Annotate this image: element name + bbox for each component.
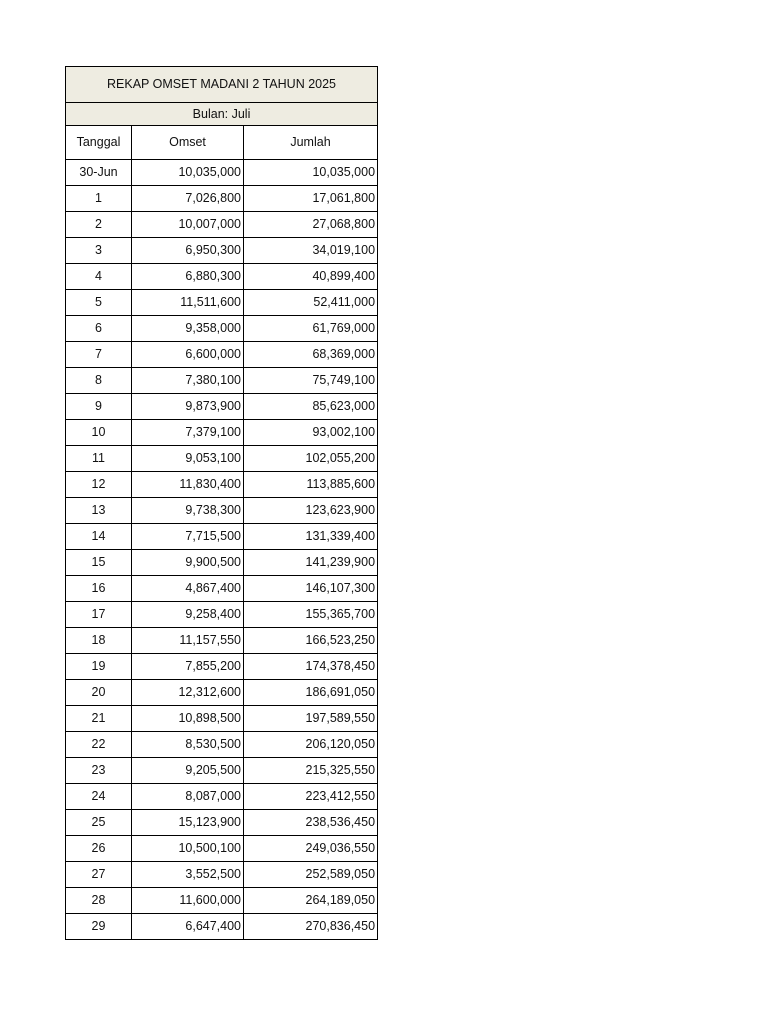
cell-jumlah: 166,523,250 — [244, 628, 378, 654]
cell-jumlah: 174,378,450 — [244, 654, 378, 680]
cell-omset: 6,600,000 — [132, 342, 244, 368]
table-row — [66, 524, 378, 550]
cell-jumlah: 155,365,700 — [244, 602, 378, 628]
cell-omset: 9,258,400 — [132, 602, 244, 628]
table-row — [66, 394, 378, 420]
cell-omset: 7,855,200 — [132, 654, 244, 680]
cell-tanggal: 20 — [66, 680, 132, 706]
cell-omset: 11,511,600 — [132, 290, 244, 316]
table-row — [66, 446, 378, 472]
cell-omset: 11,830,400 — [132, 472, 244, 498]
table-row — [66, 628, 378, 654]
table-row — [66, 706, 378, 732]
column-header-jumlah: Jumlah — [244, 126, 378, 160]
month-row — [66, 103, 378, 126]
cell-tanggal: 16 — [66, 576, 132, 602]
cell-omset: 9,053,100 — [132, 446, 244, 472]
cell-omset: 10,500,100 — [132, 836, 244, 862]
cell-jumlah: 252,589,050 — [244, 862, 378, 888]
cell-omset: 10,898,500 — [132, 706, 244, 732]
cell-tanggal: 4 — [66, 264, 132, 290]
table-row — [66, 784, 378, 810]
cell-jumlah: 102,055,200 — [244, 446, 378, 472]
cell-omset: 7,026,800 — [132, 186, 244, 212]
cell-omset: 9,738,300 — [132, 498, 244, 524]
table-row — [66, 212, 378, 238]
cell-jumlah: 61,769,000 — [244, 316, 378, 342]
cell-jumlah: 17,061,800 — [244, 186, 378, 212]
cell-tanggal: 30-Jun — [66, 160, 132, 186]
cell-tanggal: 2 — [66, 212, 132, 238]
table-row — [66, 316, 378, 342]
cell-jumlah: 123,623,900 — [244, 498, 378, 524]
cell-tanggal: 22 — [66, 732, 132, 758]
cell-omset: 9,873,900 — [132, 394, 244, 420]
cell-tanggal: 6 — [66, 316, 132, 342]
cell-tanggal: 21 — [66, 706, 132, 732]
cell-jumlah: 264,189,050 — [244, 888, 378, 914]
table-row — [66, 836, 378, 862]
table-row — [66, 238, 378, 264]
cell-omset: 15,123,900 — [132, 810, 244, 836]
cell-jumlah: 186,691,050 — [244, 680, 378, 706]
cell-tanggal: 8 — [66, 368, 132, 394]
cell-tanggal: 13 — [66, 498, 132, 524]
cell-omset: 6,950,300 — [132, 238, 244, 264]
cell-jumlah: 141,239,900 — [244, 550, 378, 576]
cell-omset: 11,600,000 — [132, 888, 244, 914]
cell-jumlah: 40,899,400 — [244, 264, 378, 290]
table-row — [66, 810, 378, 836]
cell-tanggal: 3 — [66, 238, 132, 264]
cell-jumlah: 52,411,000 — [244, 290, 378, 316]
cell-tanggal: 5 — [66, 290, 132, 316]
column-header-omset: Omset — [132, 126, 244, 160]
cell-jumlah: 223,412,550 — [244, 784, 378, 810]
cell-omset: 4,867,400 — [132, 576, 244, 602]
cell-omset: 6,880,300 — [132, 264, 244, 290]
cell-tanggal: 19 — [66, 654, 132, 680]
cell-omset: 9,205,500 — [132, 758, 244, 784]
table-row — [66, 342, 378, 368]
table-row — [66, 368, 378, 394]
cell-jumlah: 68,369,000 — [244, 342, 378, 368]
cell-jumlah: 75,749,100 — [244, 368, 378, 394]
table-row — [66, 914, 378, 940]
month-label: Bulan: Juli — [66, 103, 378, 126]
cell-tanggal: 12 — [66, 472, 132, 498]
cell-tanggal: 1 — [66, 186, 132, 212]
table-row — [66, 472, 378, 498]
table-row — [66, 498, 378, 524]
table-row — [66, 888, 378, 914]
cell-jumlah: 146,107,300 — [244, 576, 378, 602]
table-row — [66, 420, 378, 446]
table-row — [66, 758, 378, 784]
cell-jumlah: 131,339,400 — [244, 524, 378, 550]
title-row — [66, 67, 378, 103]
omset-report-table — [65, 66, 378, 940]
cell-tanggal: 17 — [66, 602, 132, 628]
cell-omset: 7,380,100 — [132, 368, 244, 394]
cell-tanggal: 29 — [66, 914, 132, 940]
cell-tanggal: 18 — [66, 628, 132, 654]
cell-omset: 10,007,000 — [132, 212, 244, 238]
cell-jumlah: 85,623,000 — [244, 394, 378, 420]
cell-jumlah: 206,120,050 — [244, 732, 378, 758]
cell-jumlah: 93,002,100 — [244, 420, 378, 446]
cell-tanggal: 14 — [66, 524, 132, 550]
cell-omset: 6,647,400 — [132, 914, 244, 940]
cell-tanggal: 11 — [66, 446, 132, 472]
cell-jumlah: 238,536,450 — [244, 810, 378, 836]
table-row — [66, 264, 378, 290]
table-row — [66, 862, 378, 888]
report-table-body — [66, 67, 378, 940]
report-title: REKAP OMSET MADANI 2 TAHUN 2025 — [66, 67, 378, 103]
column-header-tanggal: Tanggal — [66, 126, 132, 160]
cell-omset: 9,358,000 — [132, 316, 244, 342]
cell-omset: 9,900,500 — [132, 550, 244, 576]
cell-tanggal: 15 — [66, 550, 132, 576]
cell-tanggal: 7 — [66, 342, 132, 368]
cell-jumlah: 27,068,800 — [244, 212, 378, 238]
cell-jumlah: 270,836,450 — [244, 914, 378, 940]
cell-omset: 7,379,100 — [132, 420, 244, 446]
cell-tanggal: 24 — [66, 784, 132, 810]
table-row — [66, 290, 378, 316]
table-row — [66, 576, 378, 602]
table-row — [66, 732, 378, 758]
cell-tanggal: 25 — [66, 810, 132, 836]
table-row — [66, 186, 378, 212]
cell-tanggal: 9 — [66, 394, 132, 420]
cell-jumlah: 34,019,100 — [244, 238, 378, 264]
table-row — [66, 680, 378, 706]
cell-tanggal: 27 — [66, 862, 132, 888]
cell-omset: 12,312,600 — [132, 680, 244, 706]
cell-jumlah: 113,885,600 — [244, 472, 378, 498]
cell-jumlah: 215,325,550 — [244, 758, 378, 784]
cell-omset: 3,552,500 — [132, 862, 244, 888]
table-row — [66, 602, 378, 628]
cell-omset: 11,157,550 — [132, 628, 244, 654]
cell-jumlah: 10,035,000 — [244, 160, 378, 186]
cell-tanggal: 23 — [66, 758, 132, 784]
cell-tanggal: 26 — [66, 836, 132, 862]
cell-omset: 8,530,500 — [132, 732, 244, 758]
table-row — [66, 550, 378, 576]
table-row — [66, 654, 378, 680]
cell-omset: 7,715,500 — [132, 524, 244, 550]
column-header-row — [66, 126, 378, 160]
cell-jumlah: 197,589,550 — [244, 706, 378, 732]
table-row — [66, 160, 378, 186]
cell-omset: 8,087,000 — [132, 784, 244, 810]
cell-omset: 10,035,000 — [132, 160, 244, 186]
cell-jumlah: 249,036,550 — [244, 836, 378, 862]
cell-tanggal: 10 — [66, 420, 132, 446]
cell-tanggal: 28 — [66, 888, 132, 914]
